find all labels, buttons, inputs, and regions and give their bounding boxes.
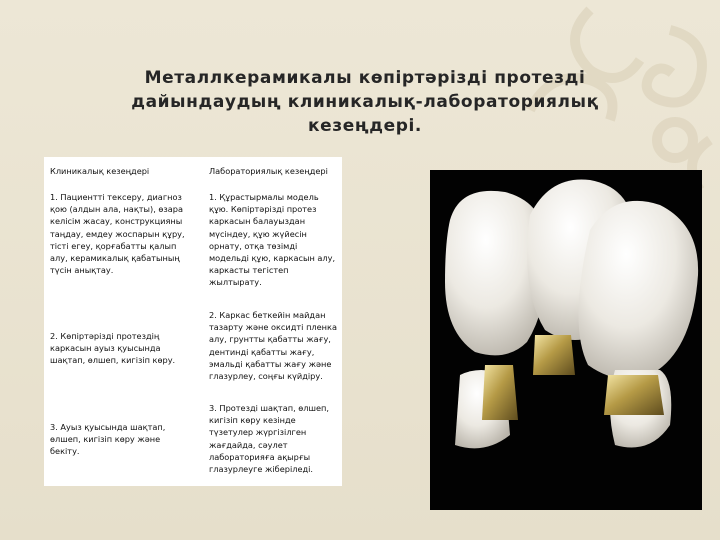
laboratory-stage-2: 2. Каркас беткейін майдан тазарту және оксидті пленка алу, грунтты қабатты жағу, дентинді қабатты жағу, эмальді қабатты жағу және глазурлеу, соңғы күйдіру. (209, 310, 338, 382)
stages-table (44, 157, 342, 486)
title-line-2: дайындаудың клиникалық-лабораториялық (131, 92, 599, 112)
title-line-3: кезеңдері. (308, 116, 422, 136)
clinical-header: Клиникалық кезеңдері (50, 166, 150, 176)
bridge-photo (430, 170, 702, 510)
title-line-1: Металлкерамикалы көпіртәрізді протезді (144, 68, 586, 88)
clinical-stage-3: 3. Ауыз қуысында шақтап, өлшеп, кигізіп көру және бекіту. (50, 422, 166, 457)
metal-ceramic-bridge-image (430, 170, 702, 510)
laboratory-header: Лабораториялық кезеңдері (209, 166, 328, 176)
laboratory-stage-1: 1. Құрастырмалы модель құю. Көпіртәрізді протез каркасын балауыздан мүсіндеу, құю жүйесін орнату, отқа төзімді модельді құю, каркасын алу, каркасты тегістеп жылтырату. (209, 192, 336, 288)
clinical-stage-2: 2. Көпіртәрізді протездің каркасын ауыз қуысында шақтап, өлшеп, кигізіп көру. (50, 331, 176, 366)
laboratory-stage-3: 3. Протезді шақтап, өлшеп, кигізіп көру кезінде түзетулер жүргізілген жағдайда, сәулет лабораторияға ақырғы глазурлеуге жіберіледі. (209, 403, 330, 475)
clinical-stage-1: 1. Пациентті тексеру, диагноз қою (алдын ала, нақты), өзара келісім жасау, конструкцияны таңдау, емдеу жоспарын құру, тісті егеу, қорғабатты қалып алу, керамикалық қабатының түсін анықтау. (50, 192, 185, 276)
slide-title (60, 66, 670, 138)
